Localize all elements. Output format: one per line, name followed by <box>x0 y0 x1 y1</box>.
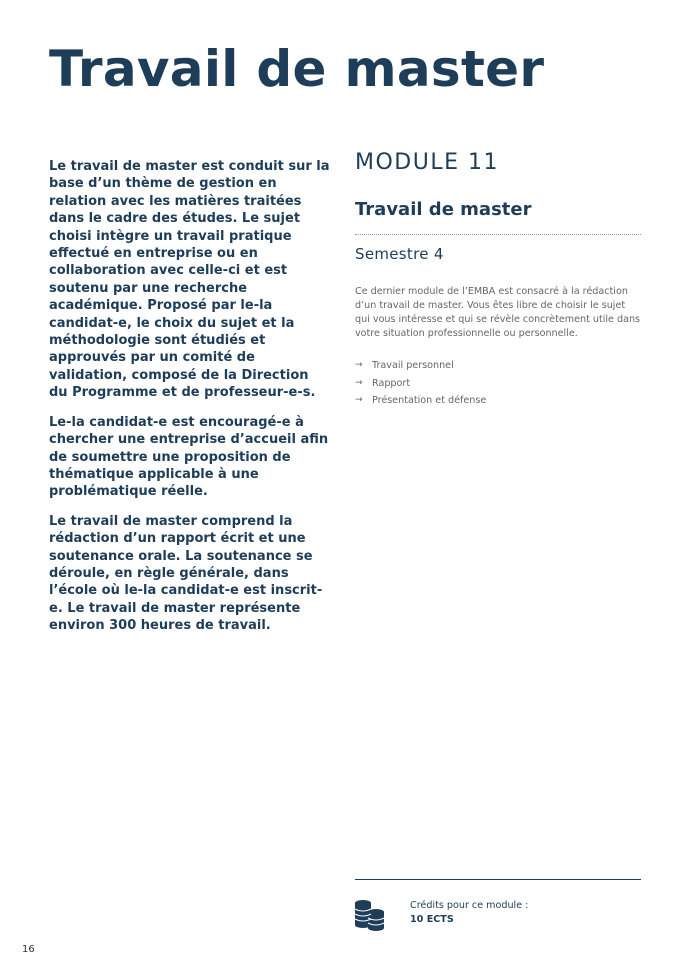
list-item <box>355 392 641 410</box>
arrow-right-icon: → <box>355 360 363 370</box>
module-label: MODULE 11 <box>355 150 499 175</box>
intro-paragraph-1: Le travail de master est conduit sur la base d’un thème de gestion en relation avec les matières traitées dans le cadre des études. Le sujet choisi intègre un travail pratique effectué en entreprise ou en collaboration avec celle-ci et est soutenu par une recherche académique. Proposé par le-la candidat-e, le choix du sujet et la méthodologie sont étudiés et approuvés par un comité de validation, composé de la Direction du Programme et de professeur-e-s. <box>49 159 330 401</box>
intro-paragraph-3: Le travail de master comprend la rédaction d’un rapport écrit et une soutenance orale. La soutenance se déroule, en règle générale, dans l’école où le-la candidat-e est inscrit-e. Le travail de master représente environ 300 heures de travail. <box>49 513 323 634</box>
arrow-right-icon: → <box>355 377 363 388</box>
list-item-label: Présentation et défense <box>372 395 487 406</box>
page-title: Travail de master <box>49 40 545 98</box>
list-item <box>355 357 641 375</box>
list-item-label: Travail personnel <box>372 360 454 371</box>
module-panel <box>355 150 641 410</box>
credits-label: Crédits pour ce module : <box>410 900 529 911</box>
coins-icon <box>354 898 386 932</box>
module-title: Travail de master <box>355 199 532 220</box>
arrow-right-icon: → <box>355 395 363 405</box>
semester-label: Semestre 4 <box>355 245 444 263</box>
module-items-list <box>355 357 641 410</box>
page-number: 16 <box>22 944 35 955</box>
list-item-label: Rapport <box>372 377 411 389</box>
intro-paragraph-2: Le-la candidat-e est encouragé-e à chercher une entreprise d’accueil afin de soumettre une proposition de thématique applicable à une problématique réelle. <box>49 414 329 500</box>
credits-divider <box>355 879 641 880</box>
credits-info <box>410 899 528 927</box>
intro-text <box>49 158 331 647</box>
credits-value: 10 ECTS <box>410 914 454 925</box>
dotted-divider <box>355 234 641 235</box>
module-description: Ce dernier module de l’EMBA est consacré à la rédaction d’un travail de master. Vous êtes libre de choisir le sujet qui vous intéresse et qui se révèle concrètement utile dans votre situation professionnelle ou personnelle. <box>355 286 641 339</box>
list-item <box>355 375 641 393</box>
